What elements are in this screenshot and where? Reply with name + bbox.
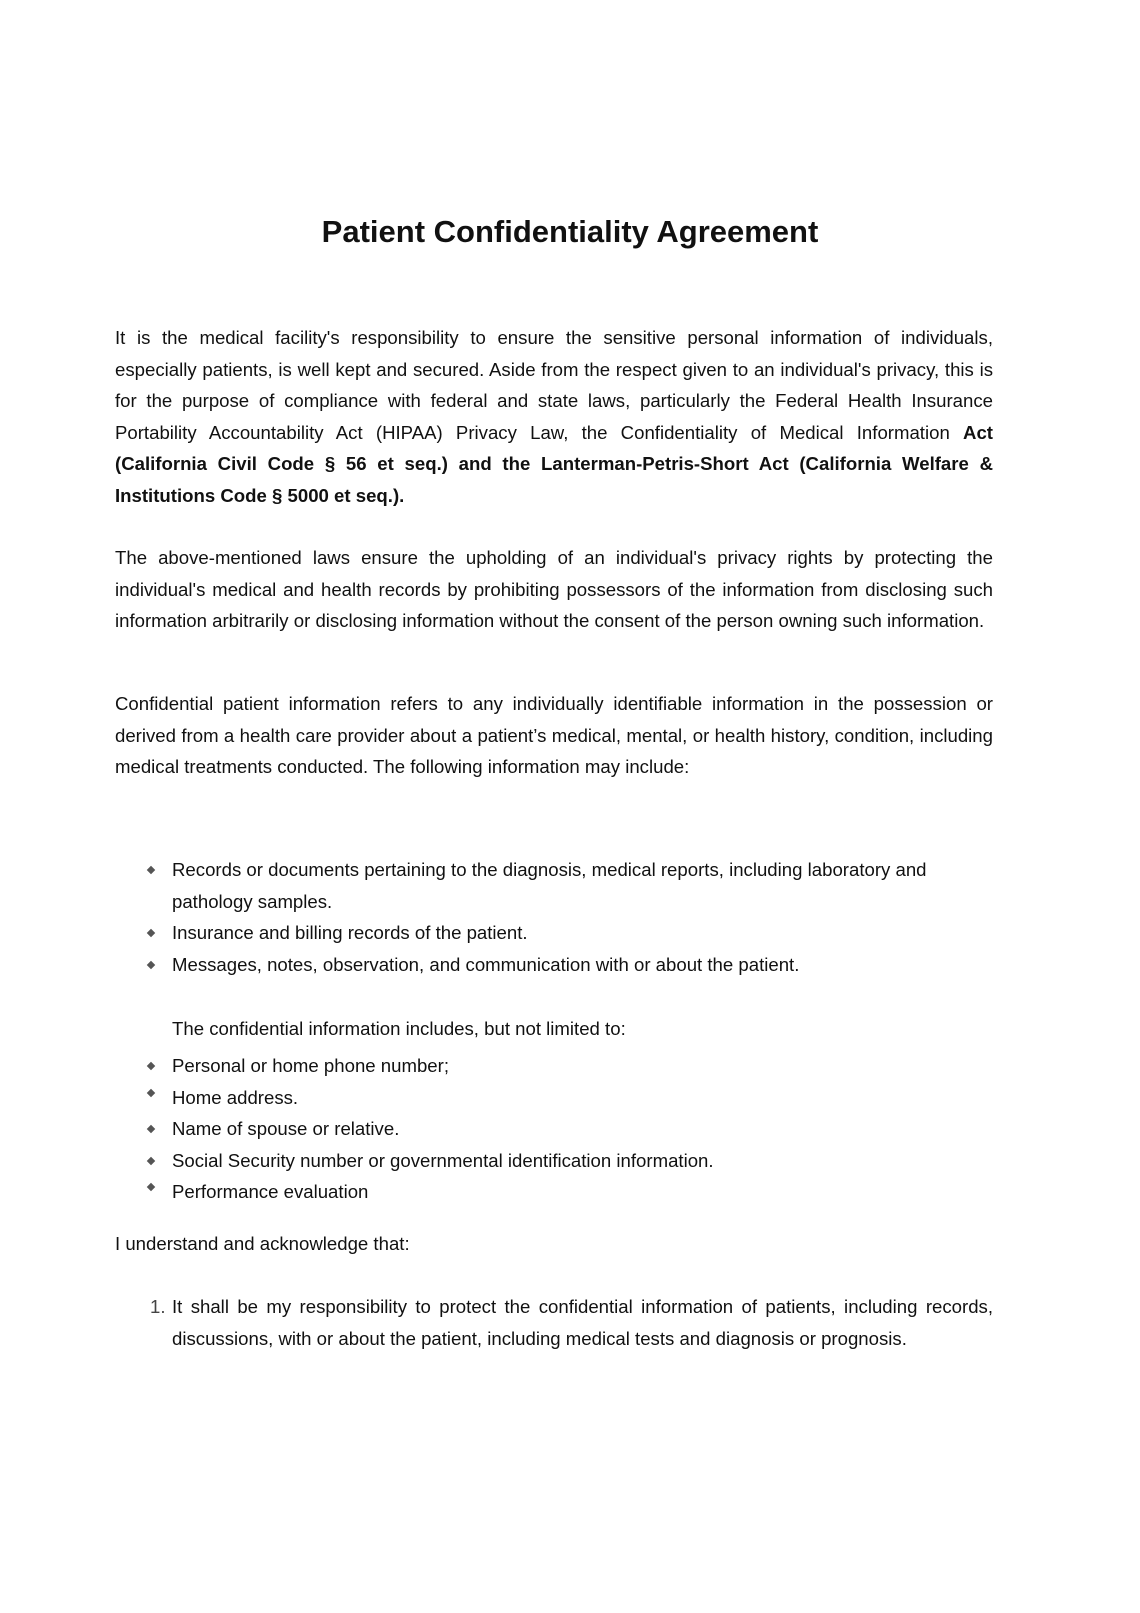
list-item [115, 949, 993, 981]
list-item [115, 1082, 993, 1114]
list-item-text: Insurance and billing records of the patient. [172, 922, 528, 943]
diamond-bullet-icon [147, 929, 155, 937]
intro-bold-text: Act (California Civil Code § 56 et seq.) and the Lanterman-Petris-Short Act (California Welfare & Institutions Code § 5000 et seq.). [115, 421, 993, 506]
numbered-item [115, 1291, 993, 1354]
list-item-text: Social Security number or governmental identification information. [172, 1149, 714, 1171]
document-title: Patient Confidentiality Agreement [321, 214, 819, 249]
diamond-bullet-icon [147, 866, 155, 874]
diamond-bullet-icon [147, 1062, 155, 1070]
list-item [115, 1113, 993, 1145]
list-item-text: Personal or home phone number; [172, 1055, 450, 1076]
item-number: 1. [150, 1296, 166, 1317]
diamond-bullet-icon [147, 1183, 155, 1191]
definition-paragraph: Confidential patient information refers to any individually identifiable information in the possession or derived from a health care provider about a patient’s medical, mental, or health history, condition, including medical treatments conducted. The following information may include: [115, 693, 993, 777]
confidential-info-list [115, 1050, 993, 1208]
item-text: It shall be my responsibility to protect the confidential information of patients, including records, discussions, with or about the patient, including medical tests and diagnosis or prognosis. [172, 1296, 993, 1349]
list-item-text: Messages, notes, observation, and communication with or about the patient. [172, 953, 800, 975]
list-item [115, 917, 993, 949]
list-item [115, 1050, 993, 1082]
diamond-bullet-icon [147, 1088, 155, 1096]
info-types-list [115, 854, 993, 980]
acknowledgement-list [115, 1291, 993, 1354]
laws-paragraph: The above-mentioned laws ensure the upholding of an individual's privacy rights by protecting the individual's medical and health records by prohibiting possessors of the information from disclosing such information arbitrarily or disclosing information without the consent of the person owning such information. [115, 547, 993, 631]
intro-paragraph [115, 322, 993, 511]
diamond-bullet-icon [147, 960, 155, 968]
intro-text: It is the medical facility's responsibility to ensure the sensitive personal information of individuals, especially patients, is well kept and secured. Aside from the respect given to an individual's privacy, this is for the purpose of compliance with federal and state laws, particularly the Federal Health Insurance Portability Accountability Act (HIPAA) Privacy Law, the Confidentiality of Medical Information [115, 327, 993, 443]
list-item-text: Performance evaluation [172, 1181, 369, 1202]
list-item-text: Records or documents pertaining to the diagnosis, medical reports, including laboratory and pathology samples. [172, 859, 927, 912]
list-item [115, 1145, 993, 1177]
confidential-intro: The confidential information includes, but not limited to: [172, 1018, 626, 1039]
list-item [115, 854, 993, 917]
diamond-bullet-icon [147, 1125, 155, 1133]
list-item-text: Name of spouse or relative. [172, 1118, 400, 1139]
list-item-text: Home address. [172, 1086, 299, 1108]
diamond-bullet-icon [147, 1156, 155, 1164]
list-item [115, 1176, 993, 1208]
acknowledge-heading: I understand and acknowledge that: [115, 1233, 410, 1254]
